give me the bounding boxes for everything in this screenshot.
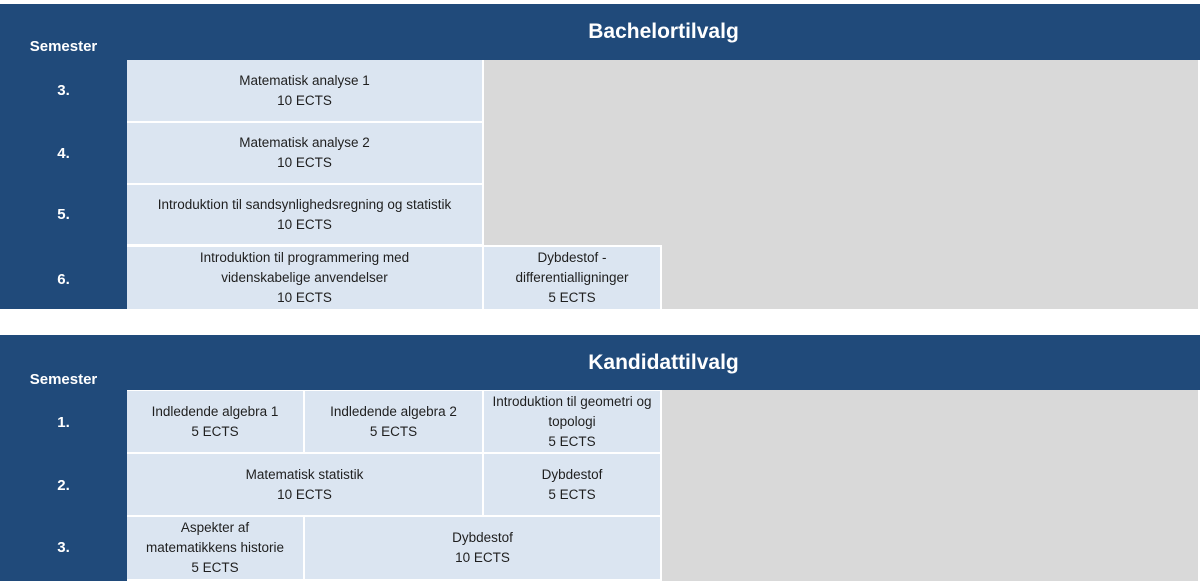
kandidat-empty-area (662, 390, 1198, 581)
course-cell (127, 454, 482, 515)
course-cell (127, 123, 482, 183)
course-cell (484, 454, 660, 515)
kandidat-semester-3: 3. (57, 539, 70, 556)
course-ects: 10 ECTS (277, 290, 332, 305)
course-ects: 10 ECTS (277, 155, 332, 170)
course-name: Introduktion til sandsynlighedsregning og statistik (157, 196, 452, 212)
bachelor-semester-3: 3. (57, 82, 70, 99)
course-name: Matematisk analyse 2 (239, 135, 370, 150)
course-name: Dybdestof (541, 466, 603, 482)
course-name: Indledende algebra 2 (330, 403, 457, 419)
bachelor-empty-area-2 (662, 245, 1198, 309)
course-cell (127, 60, 482, 121)
bachelor-semester-5: 5. (57, 206, 70, 223)
course-name: Dybdestof - differentialligninger (515, 250, 629, 285)
course-name: Indledende algebra 1 (151, 403, 279, 419)
course-name: Matematisk statistik (245, 466, 364, 482)
course-ects: 5 ECTS (191, 423, 239, 439)
bachelor-semester-4: 4. (57, 145, 70, 162)
course-ects: 5 ECTS (548, 486, 596, 502)
course-cell (305, 391, 482, 452)
course-ects: 10 ECTS (455, 550, 510, 565)
kandidat-title: Kandidattilvalg (588, 351, 739, 374)
course-ects: 5 ECTS (191, 560, 239, 575)
kandidat-semester-label: Semester (29, 371, 98, 388)
course-name: Matematisk analyse 1 (239, 72, 370, 88)
course-name: Introduktion til geometri og topologi (492, 393, 652, 429)
course-ects: 5 ECTS (548, 290, 596, 305)
course-cell (127, 185, 482, 244)
course-ects: 10 ECTS (277, 216, 332, 232)
course-ects: 10 ECTS (277, 92, 332, 108)
bachelor-title: Bachelortilvalg (588, 20, 739, 43)
course-name: Aspekter af matematikkens historie (145, 520, 285, 555)
bachelor-empty-area (484, 60, 1198, 245)
kandidat-semester-2: 2. (57, 477, 70, 494)
bachelor-semester-6: 6. (57, 271, 70, 288)
course-cell (127, 517, 303, 579)
course-ects: 5 ECTS (548, 433, 596, 449)
course-cell (127, 247, 482, 309)
course-cell (484, 247, 660, 309)
course-name: Introduktion til programmering med videnskabelige anvendelser (199, 250, 410, 285)
kandidat-table (0, 334, 1200, 581)
course-ects: 5 ECTS (369, 423, 418, 439)
course-ects: 10 ECTS (277, 486, 332, 502)
kandidat-semester-1: 1. (57, 414, 70, 431)
course-cell (127, 391, 303, 452)
course-cell (484, 391, 660, 452)
course-cell (305, 517, 660, 579)
bachelor-semester-label: Semester (29, 38, 98, 55)
course-name: Dybdestof (452, 530, 513, 545)
